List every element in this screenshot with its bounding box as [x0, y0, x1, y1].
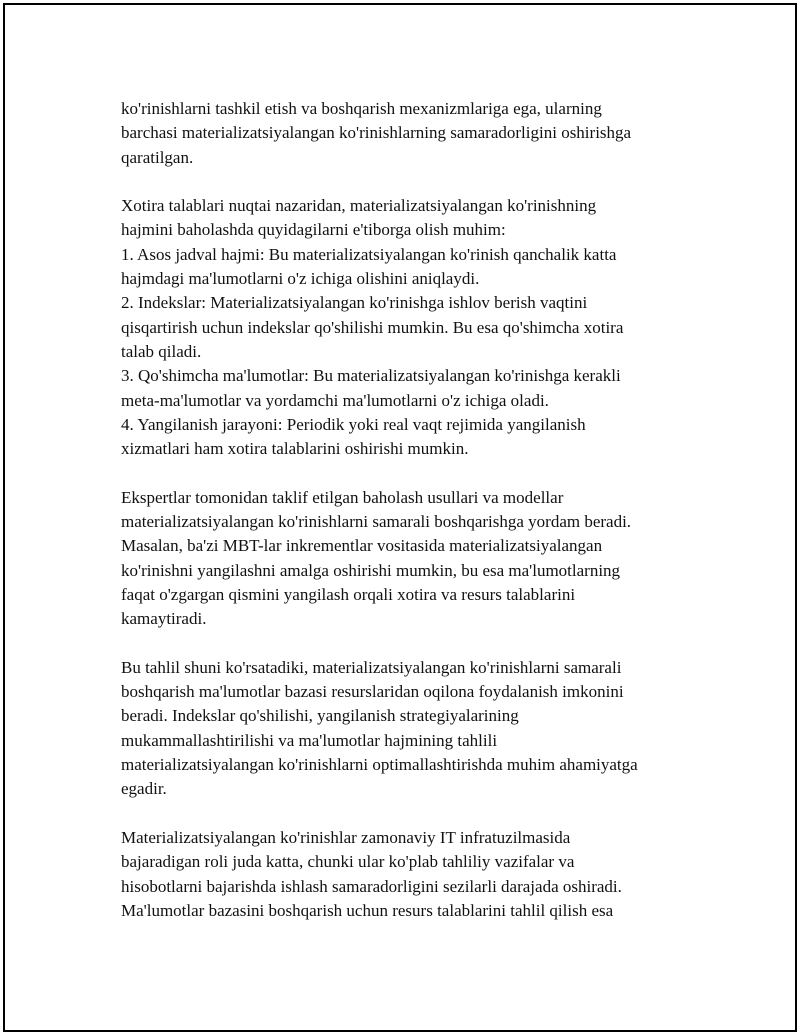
- text-line: materializatsiyalangan ko'rinishlarni optimallashtirishda muhim ahamiyatga: [121, 755, 638, 775]
- list-item-line: 1. Asos jadval hajmi: Bu materializatsiyalangan ko'rinish qanchalik katta: [121, 244, 617, 264]
- text-line: faqat o'zgargan qismini yangilash orqali xotira va resurs talablarini: [121, 584, 576, 604]
- text-line: hajmini baholashda quyidagilarni e'tiborga olish muhim:: [121, 220, 506, 240]
- document-body: [121, 97, 701, 947]
- text-line: materializatsiyalangan ko'rinishlarni samarali boshqarishga yordam beradi.: [121, 512, 632, 532]
- text-line: boshqarish ma'lumotlar bazasi resurslaridan oqilona foydalanish imkonini: [121, 682, 624, 702]
- text-line: qaratilgan.: [121, 147, 194, 167]
- text-line: Xotira talablari nuqtai nazaridan, materializatsiyalangan ko'rinishning: [121, 196, 597, 216]
- text-line: beradi. Indekslar qo'shilishi, yangilanish strategiyalarining: [121, 706, 519, 726]
- paragraph-3: [121, 486, 701, 632]
- text-line: ko'rinishlarni tashkil etish va boshqarish mexanizmlariga ega, ularning: [121, 99, 602, 118]
- text-line: Ekspertlar tomonidan taklif etilgan baholash usullari va modellar: [121, 487, 564, 507]
- text-line: barchasi materializatsiyalangan ko'rinishlarning samaradorligini oshirishga: [121, 123, 632, 143]
- text-line: Bu tahlil shuni ko'rsatadiki, materializatsiyalangan ko'rinishlarni samarali: [121, 657, 622, 677]
- list-item-line: talab qiladi.: [121, 341, 202, 361]
- text-line: Masalan, ba'zi MBT-lar inkrementlar vositasida materializatsiyalangan: [121, 536, 603, 556]
- text-line: Materializatsiyalangan ko'rinishlar zamonaviy IT infratuzilmasida: [121, 827, 571, 847]
- paragraph-4: [121, 656, 701, 802]
- text-line: hisobotlarni bajarishda ishlash samaradorligini sezilarli darajada oshiradi.: [121, 876, 622, 896]
- paragraph-2: [121, 194, 701, 461]
- text-line: kamaytiradi.: [121, 609, 207, 629]
- list-item-line: 4. Yangilanish jarayoni: Periodik yoki real vaqt rejimida yangilanish: [121, 414, 586, 434]
- text-line: ko'rinishni yangilashni amalga oshirishi mumkin, bu esa ma'lumotlarning: [121, 560, 621, 580]
- list-item-line: qisqartirish uchun indekslar qo'shilishi mumkin. Bu esa qo'shimcha xotira: [121, 317, 624, 337]
- paragraph-5: [121, 826, 701, 923]
- text-line: egadir.: [121, 779, 167, 799]
- text-line: Ma'lumotlar bazasini boshqarish uchun resurs talablarini tahlil qilish esa: [121, 900, 614, 920]
- text-line: mukammallashtirilishi va ma'lumotlar hajmining tahlili: [121, 730, 498, 750]
- list-item-line: hajmdagi ma'lumotlarni o'z ichiga olishini aniqlaydi.: [121, 269, 480, 289]
- page-frame: [3, 3, 797, 1032]
- list-item-line: 3. Qo'shimcha ma'lumotlar: Bu materializatsiyalangan ko'rinishga kerakli: [121, 366, 621, 386]
- list-item-line: 2. Indekslar: Materializatsiyalangan ko'rinishga ishlov berish vaqtini: [121, 293, 588, 313]
- text-line: bajaradigan roli juda katta, chunki ular ko'plab tahliliy vazifalar va: [121, 852, 575, 872]
- paragraph-1: [121, 97, 701, 170]
- list-item-line: xizmatlari ham xotira talablarini oshirishi mumkin.: [121, 439, 469, 459]
- list-item-line: meta-ma'lumotlar va yordamchi ma'lumotlarni o'z ichiga oladi.: [121, 390, 549, 410]
